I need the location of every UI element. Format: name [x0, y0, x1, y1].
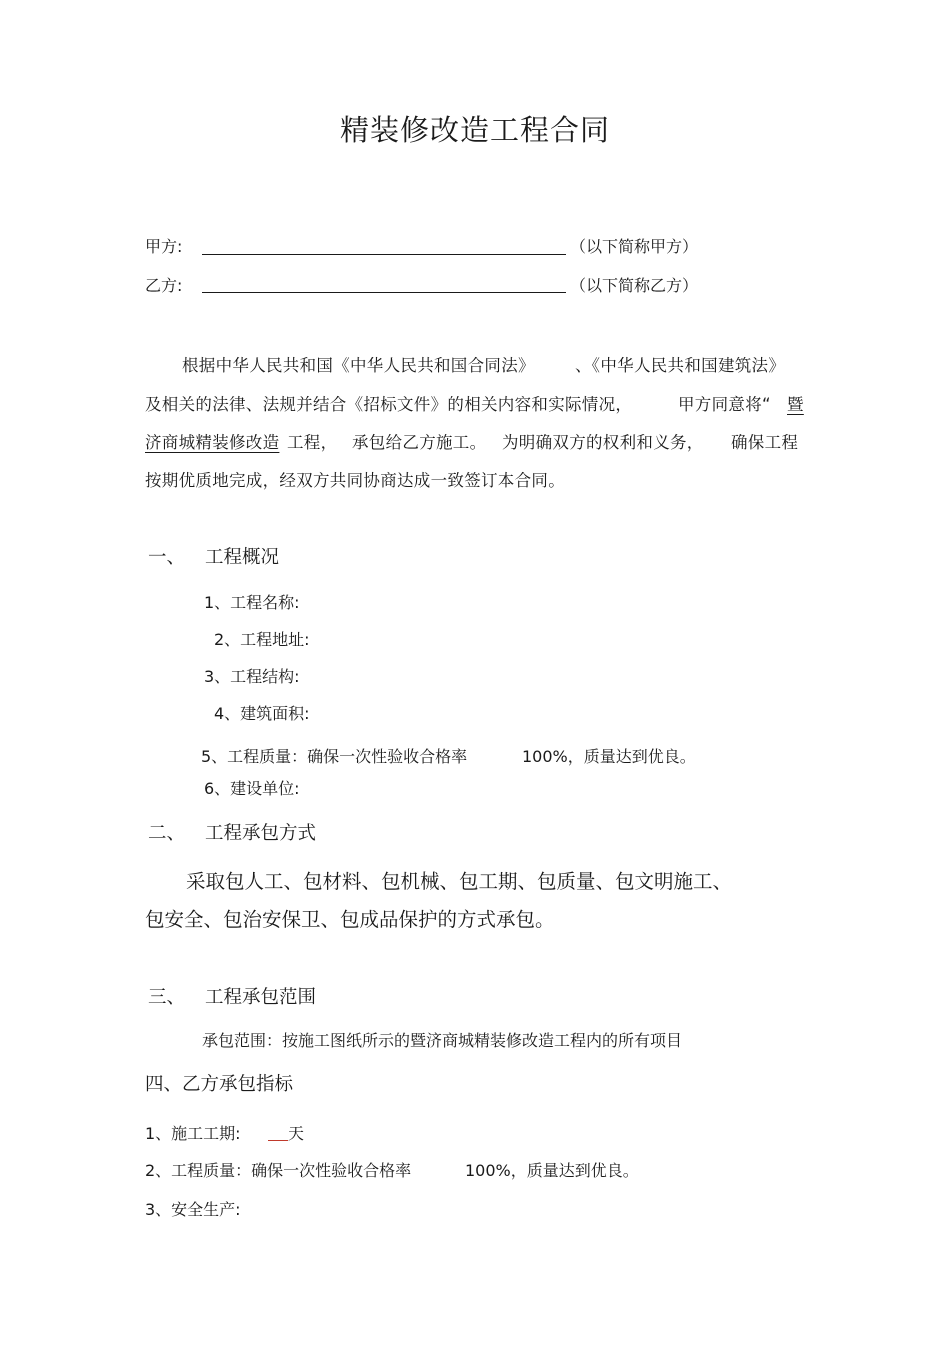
preamble-line3e: 确保工程 — [731, 433, 799, 452]
party-b-label: 乙方: — [145, 276, 183, 295]
party-b-note: （以下简称乙方） — [570, 276, 699, 295]
section1-item2: 2、工程地址: — [214, 630, 310, 649]
section1-item4: 4、建筑面积: — [214, 704, 310, 723]
preamble-project-name: 济商城精装修改造 — [145, 433, 280, 452]
duration-blank[interactable] — [268, 1140, 288, 1141]
section4-item2-value: 100%，质量达到优良。 — [465, 1161, 639, 1180]
section1-number: 一、 — [148, 547, 186, 568]
section4-item1-label: 1、施工工期: — [145, 1124, 241, 1143]
preamble-line2c: 暨 — [787, 395, 804, 414]
section4-item2-label: 2、工程质量：确保一次性验收合格率 — [145, 1161, 412, 1180]
preamble-line3c: 承包给乙方施工。 — [352, 433, 487, 452]
section4-heading: 四、乙方承包指标 — [145, 1074, 294, 1095]
section2-line2: 包安全、包治安保卫、包成品保护的方式承包。 — [145, 908, 555, 931]
preamble-line1b: 、《中华人民共和国建筑法》 — [575, 356, 786, 375]
party-b-blank[interactable] — [202, 292, 566, 293]
section4-item3-label: 3、安全生产: — [145, 1200, 241, 1219]
section3-heading: 工程承包范围 — [205, 987, 317, 1008]
preamble-line4: 按期优质地完成，经双方共同协商达成一致签订本合同。 — [145, 471, 565, 490]
section4-item1-unit: 天 — [288, 1124, 305, 1143]
party-a-label: 甲方: — [145, 237, 183, 256]
section1-heading: 工程概况 — [205, 547, 280, 568]
section2-line1: 采取包人工、包材料、包机械、包工期、包质量、包文明施工、 — [186, 870, 733, 893]
section2-number: 二、 — [148, 823, 186, 844]
preamble-line3d: 为明确双方的权利和义务， — [502, 433, 704, 452]
party-a-blank[interactable] — [202, 254, 566, 255]
section1-item5-value: 100%，质量达到优良。 — [522, 747, 696, 766]
section1-item3: 3、工程结构: — [204, 667, 300, 686]
preamble-line2a: 及相关的法律、法规并结合《招标文件》的相关内容和实际情况， — [145, 395, 633, 414]
section3-number: 三、 — [148, 987, 186, 1008]
section1-item5: 5、工程质量：确保一次性验收合格率 — [201, 747, 468, 766]
section3-scope: 承包范围：按施工图纸所示的暨济商城精装修改造工程内的所有项目 — [202, 1031, 683, 1050]
preamble-line3b: 工程， — [287, 433, 338, 452]
preamble-line1a: 根据中华人民共和国《中华人民共和国合同法》 — [182, 356, 535, 375]
party-a-note: （以下简称甲方） — [570, 237, 699, 256]
preamble-line2b: 甲方同意将“ — [678, 395, 771, 414]
contract-title: 精装修改造工程合同 — [339, 113, 610, 147]
section1-item1: 1、工程名称: — [204, 593, 300, 612]
section2-heading: 工程承包方式 — [205, 823, 317, 844]
section1-item6: 6、建设单位: — [204, 779, 300, 798]
